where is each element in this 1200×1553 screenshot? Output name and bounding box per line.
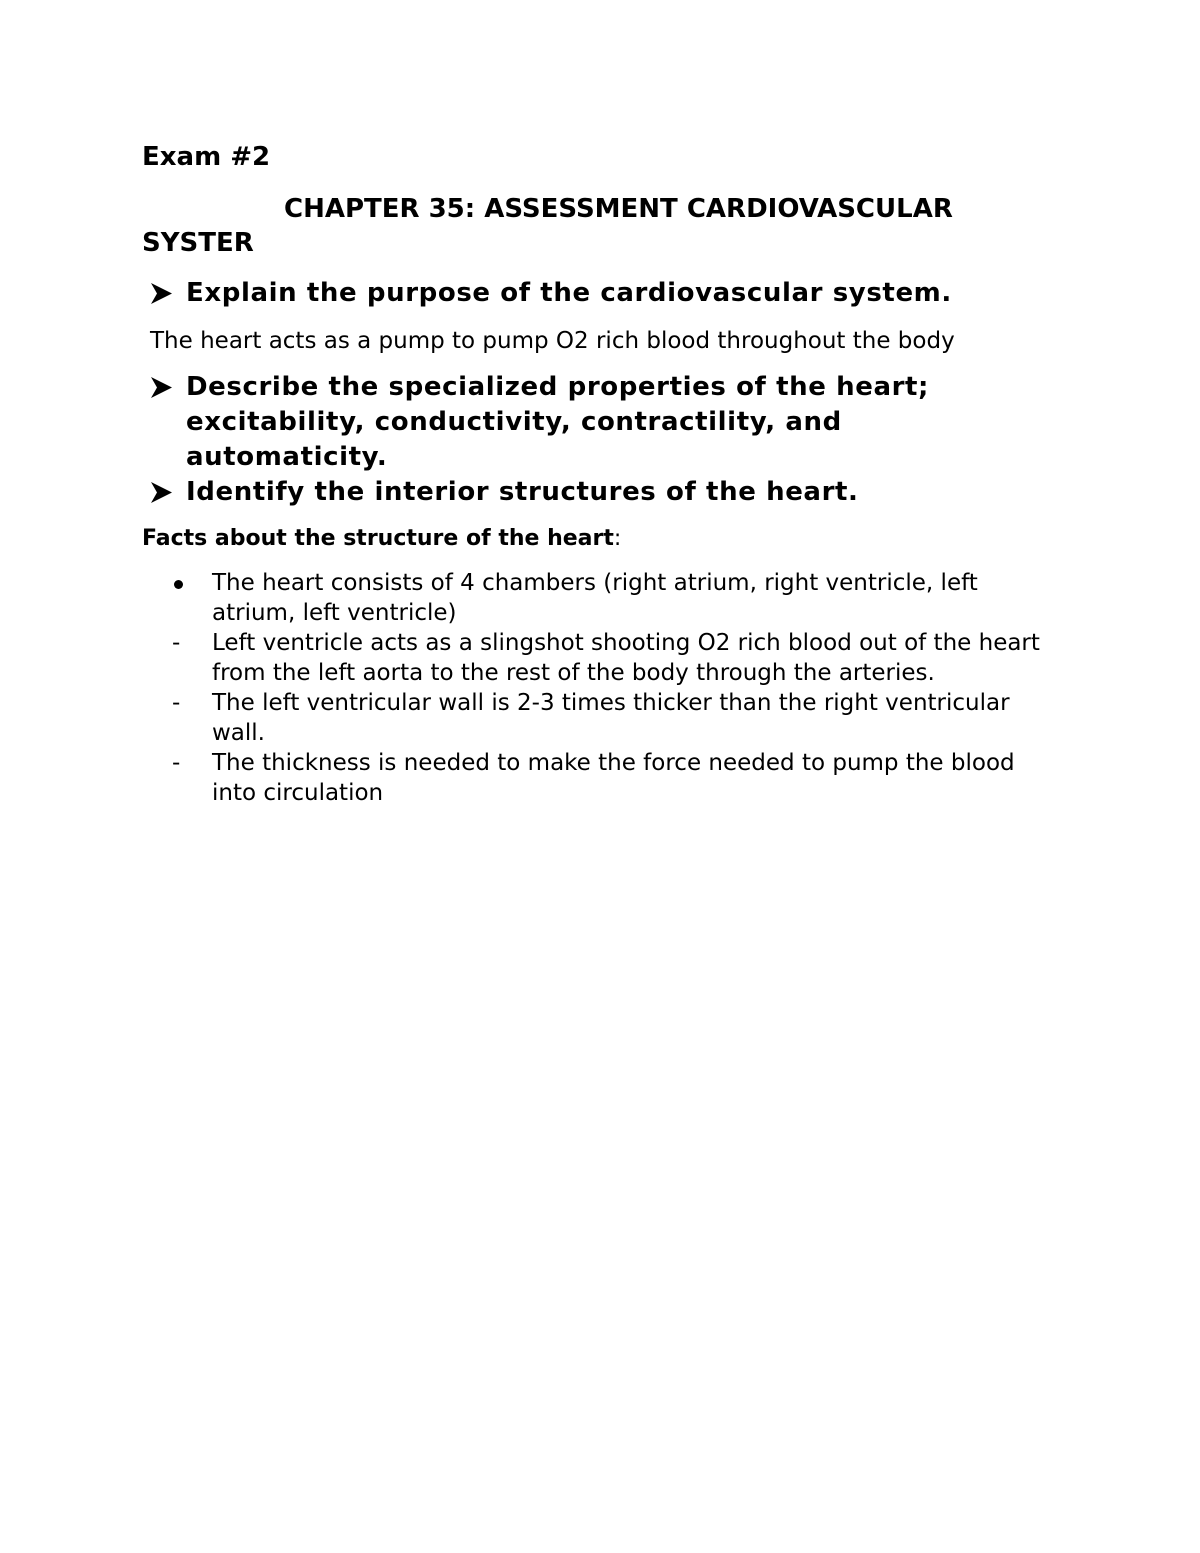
facts-heading-colon: :: [613, 526, 622, 551]
facts-heading-bold: Facts about the structure of the heart: [142, 526, 614, 551]
dash-marker: -: [172, 750, 181, 776]
list-item-text: The thickness is needed to make the force needed to pump the blood into circulation: [212, 750, 1015, 806]
arrowhead-bullet-icon: [148, 475, 176, 510]
arrowhead-bullet-icon: [148, 370, 176, 405]
objective-text: Identify the interior structures of the heart.: [186, 477, 859, 507]
objective-item: [148, 475, 1028, 510]
chapter-title: CHAPTER 35: ASSESSMENT CARDIOVASCULAR SYSTER: [142, 194, 953, 258]
exam-title: Exam #2: [142, 142, 271, 172]
dash-marker: -: [172, 690, 181, 716]
answer-text: The heart acts as a pump to pump O2 rich blood throughout the body: [150, 328, 955, 354]
bullet-dot-icon: [174, 580, 183, 589]
list-item: [172, 628, 1052, 688]
list-item-text: The heart consists of 4 chambers (right atrium, right ventricle, left atrium, left ventricle): [212, 570, 978, 626]
list-item: [172, 688, 1052, 748]
objective-item: [148, 370, 1028, 475]
objective-item: [148, 276, 1028, 311]
list-item-text: Left ventricle acts as a slingshot shooting O2 rich blood out of the heart from the left aorta to the rest of the body through the arteries.: [212, 630, 1040, 686]
objective-text: Describe the specialized properties of the heart; excitability, conductivity, contractility, and automaticity.: [186, 372, 930, 472]
list-item: [172, 568, 1052, 628]
arrowhead-bullet-icon: [148, 276, 176, 311]
list-item-text: The left ventricular wall is 2-3 times thicker than the right ventricular wall.: [212, 690, 1010, 746]
facts-heading: [142, 524, 621, 554]
facts-list: [172, 568, 1052, 808]
objective-text: Explain the purpose of the cardiovascular system.: [186, 278, 952, 308]
list-item: [172, 748, 1052, 808]
dash-marker: -: [172, 630, 181, 656]
